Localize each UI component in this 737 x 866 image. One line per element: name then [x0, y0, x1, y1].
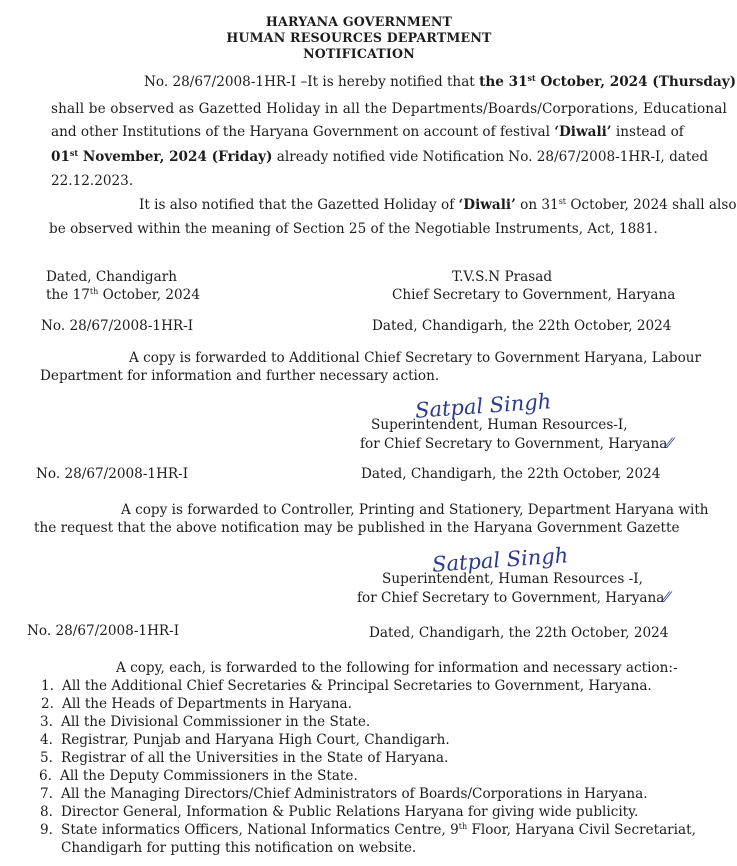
list-item-continuation: Chandigarh for putting this notification on website.	[61, 840, 417, 856]
header-notification: NOTIFICATION	[303, 46, 415, 61]
copy2-text-line1: A copy is forwarded to Controller, Printing and Stationery, Department Haryana with	[121, 502, 709, 518]
notification-para1-line1: No. 28/67/2008-1HR-I –It is hereby notified that the 31st October, 2024 (Thursday)	[144, 73, 737, 90]
dated-place: Dated, Chandigarh	[46, 269, 177, 285]
list-item: 6. All the Deputy Commissioners in the State.	[39, 768, 358, 784]
copy2-sig-title2: for Chief Secretary to Government, Haryana⁄⁄	[357, 590, 669, 606]
dated-date: the 17th October, 2024	[46, 287, 200, 303]
copy1-sig-title2: for Chief Secretary to Government, Haryana⁄⁄	[360, 436, 672, 452]
list-item: 4. Registrar, Punjab and Haryana High Court, Chandigarh.	[40, 732, 450, 748]
notification-para1-line4: 01st November, 2024 (Friday) already notified vide Notification No. 28/67/2008-1HR-I, dated	[51, 148, 709, 165]
copy3-dated: Dated, Chandigarh, the 22th October, 2024	[369, 625, 669, 641]
copy1-text-line1: A copy is forwarded to Additional Chief Secretary to Government Haryana, Labour	[129, 350, 702, 366]
header-department: HUMAN RESOURCES DEPARTMENT	[226, 30, 492, 45]
list-item: 1. All the Additional Chief Secretaries & Principal Secretaries to Government, Haryana.	[41, 678, 652, 694]
list-item: 9. State informatics Officers, National Informatics Centre, 9th Floor, Haryana Civil Secretariat,	[40, 822, 696, 838]
list-item: 3. All the Divisional Commissioner in the State.	[40, 714, 371, 730]
copy2-dated: Dated, Chandigarh, the 22th October, 2024	[361, 466, 661, 482]
copy2-text-line2: the request that the above notification may be published in the Haryana Government Gazette	[34, 520, 680, 536]
list-item: 2. All the Heads of Departments in Haryana.	[41, 696, 352, 712]
copy2-sig-title1: Superintendent, Human Resources -I,	[382, 571, 643, 587]
copy2-signature: Satpal Singh	[431, 543, 569, 577]
notification-para1-line5: 22.12.2023.	[51, 173, 134, 189]
header-government: HARYANA GOVERNMENT	[265, 14, 453, 29]
copy2-number: No. 28/67/2008-1HR-I	[36, 466, 189, 482]
copy1-number: No. 28/67/2008-1HR-I	[41, 318, 194, 334]
list-item: 5. Registrar of all the Universities in the State of Haryana.	[40, 750, 449, 766]
list-item: 7. All the Managing Directors/Chief Administrators of Boards/Corporations in Haryana.	[40, 786, 648, 802]
copy3-number: No. 28/67/2008-1HR-I	[27, 623, 180, 639]
signatory-title: Chief Secretary to Government, Haryana	[392, 287, 676, 303]
copy1-signature: Satpal Singh	[414, 389, 552, 423]
copy1-sig-title1: Superintendent, Human Resources-I,	[371, 417, 628, 433]
initials-mark-icon: ⁄⁄	[667, 436, 672, 452]
notification-para2-line1: It is also notified that the Gazetted Holiday of ‘Diwali’ on 31st October, 2024 shall also	[139, 197, 737, 213]
signatory-name: T.V.S.N Prasad	[452, 269, 553, 285]
copy1-dated: Dated, Chandigarh, the 22th October, 2024	[372, 318, 672, 334]
list-item: 8. Director General, Information & Public Relations Haryana for giving wide publicity.	[40, 804, 639, 820]
notification-para1-line3: and other Institutions of the Haryana Government on account of festival ‘Diwali’ instead of	[51, 124, 684, 140]
copy3-intro: A copy, each, is forwarded to the following for information and necessary action:-	[116, 660, 678, 676]
notification-para1-line2: shall be observed as Gazetted Holiday in all the Departments/Boards/Corporations, Educational	[51, 101, 727, 117]
copy1-text-line2: Department for information and further necessary action.	[40, 368, 440, 384]
initials-mark-icon: ⁄⁄	[664, 590, 669, 606]
notification-para2-line2: be observed within the meaning of Section 25 of the Negotiable Instruments, Act, 1881.	[49, 221, 658, 237]
